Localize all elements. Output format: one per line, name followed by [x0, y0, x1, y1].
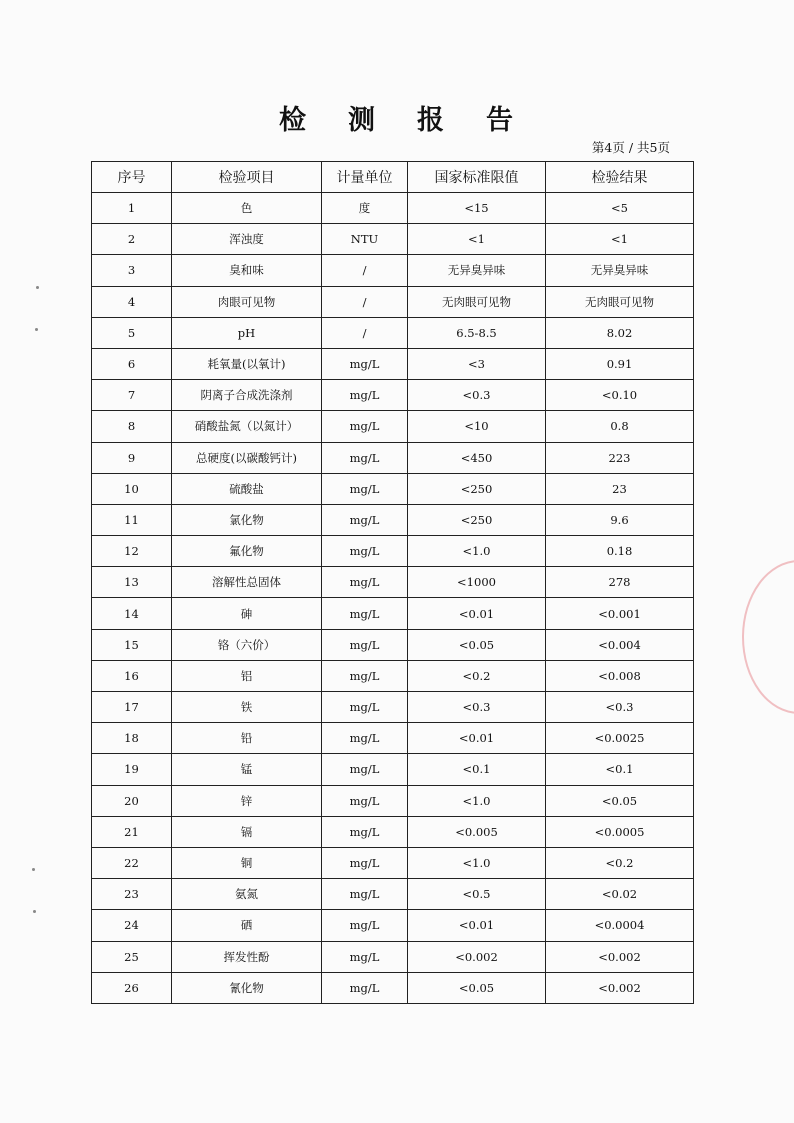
cell-result: <0.3: [546, 692, 694, 723]
cell-no: 12: [92, 536, 172, 567]
cell-result: <0.02: [546, 879, 694, 910]
table-row: [92, 193, 694, 224]
table-row: [92, 692, 694, 723]
title-char: 测: [348, 105, 377, 136]
cell-item: 铅: [172, 723, 322, 754]
cell-result: <5: [546, 193, 694, 224]
cell-result: <0.002: [546, 941, 694, 972]
cell-unit: mg/L: [322, 785, 408, 816]
table-row: [92, 411, 694, 442]
cell-result: 8.02: [546, 317, 694, 348]
cell-unit: 度: [322, 193, 408, 224]
cell-result: 无异臭异味: [546, 255, 694, 286]
cell-unit: mg/L: [322, 692, 408, 723]
cell-no: 24: [92, 910, 172, 941]
cell-item: 浑浊度: [172, 224, 322, 255]
cell-unit: mg/L: [322, 660, 408, 691]
table-row: [92, 317, 694, 348]
header-item: 检验项目: [172, 162, 322, 193]
table-row: [92, 442, 694, 473]
cell-result: <1: [546, 224, 694, 255]
cell-limit: <0.005: [408, 816, 546, 847]
header-no: 序号: [92, 162, 172, 193]
cell-result: 23: [546, 473, 694, 504]
cell-item: 挥发性酚: [172, 941, 322, 972]
table-row: [92, 224, 694, 255]
table-row: [92, 660, 694, 691]
cell-limit: <0.05: [408, 972, 546, 1003]
cell-limit: <1.0: [408, 785, 546, 816]
cell-no: 25: [92, 941, 172, 972]
title-char: 报: [417, 105, 446, 136]
cell-result: <0.002: [546, 972, 694, 1003]
cell-unit: mg/L: [322, 941, 408, 972]
table-row: [92, 847, 694, 878]
cell-limit: <0.01: [408, 598, 546, 629]
cell-unit: mg/L: [322, 380, 408, 411]
cell-limit: <0.3: [408, 380, 546, 411]
header-unit: 计量单位: [322, 162, 408, 193]
cell-no: 23: [92, 879, 172, 910]
cell-item: 氟化物: [172, 536, 322, 567]
table-row: [92, 536, 694, 567]
cell-unit: mg/L: [322, 442, 408, 473]
cell-limit: 无异臭异味: [408, 255, 546, 286]
cell-unit: mg/L: [322, 536, 408, 567]
cell-no: 8: [92, 411, 172, 442]
cell-unit: mg/L: [322, 348, 408, 379]
cell-unit: mg/L: [322, 879, 408, 910]
cell-result: <0.004: [546, 629, 694, 660]
cell-result: <0.0004: [546, 910, 694, 941]
cell-item: 溶解性总固体: [172, 567, 322, 598]
table-row: [92, 473, 694, 504]
cell-item: 肉眼可见物: [172, 286, 322, 317]
title-char: 检: [279, 105, 308, 136]
cell-result: 无肉眼可见物: [546, 286, 694, 317]
cell-result: 278: [546, 567, 694, 598]
table-row: [92, 380, 694, 411]
cell-no: 14: [92, 598, 172, 629]
cell-result: 0.8: [546, 411, 694, 442]
cell-no: 1: [92, 193, 172, 224]
cell-no: 2: [92, 224, 172, 255]
header-result: 检验结果: [546, 162, 694, 193]
cell-unit: mg/L: [322, 910, 408, 941]
cell-limit: <3: [408, 348, 546, 379]
cell-limit: <0.01: [408, 910, 546, 941]
cell-item: 硫酸盐: [172, 473, 322, 504]
cell-unit: mg/L: [322, 473, 408, 504]
table-row: [92, 598, 694, 629]
cell-no: 16: [92, 660, 172, 691]
cell-limit: <0.002: [408, 941, 546, 972]
cell-no: 3: [92, 255, 172, 286]
cell-no: 5: [92, 317, 172, 348]
cell-item: 砷: [172, 598, 322, 629]
table-row: [92, 504, 694, 535]
cell-unit: mg/L: [322, 816, 408, 847]
table-row: [92, 629, 694, 660]
cell-item: 铁: [172, 692, 322, 723]
table-row: [92, 879, 694, 910]
cell-unit: /: [322, 255, 408, 286]
cell-unit: /: [322, 317, 408, 348]
cell-limit: <0.01: [408, 723, 546, 754]
cell-item: 铝: [172, 660, 322, 691]
cell-result: 0.18: [546, 536, 694, 567]
cell-item: pH: [172, 317, 322, 348]
cell-item: 锰: [172, 754, 322, 785]
cell-limit: <1.0: [408, 847, 546, 878]
table-row: [92, 255, 694, 286]
cell-unit: mg/L: [322, 629, 408, 660]
cell-limit: <250: [408, 473, 546, 504]
cell-limit: 无肉眼可见物: [408, 286, 546, 317]
cell-result: <0.0005: [546, 816, 694, 847]
cell-limit: <0.2: [408, 660, 546, 691]
cell-limit: <10: [408, 411, 546, 442]
cell-result: <0.10: [546, 380, 694, 411]
cell-no: 6: [92, 348, 172, 379]
table-row: [92, 941, 694, 972]
cell-result: <0.001: [546, 598, 694, 629]
cell-no: 13: [92, 567, 172, 598]
cell-unit: mg/L: [322, 754, 408, 785]
cell-unit: mg/L: [322, 972, 408, 1003]
cell-item: 铜: [172, 847, 322, 878]
cell-no: 15: [92, 629, 172, 660]
table-row: [92, 286, 694, 317]
cell-item: 氰化物: [172, 972, 322, 1003]
cell-no: 17: [92, 692, 172, 723]
cell-result: 0.91: [546, 348, 694, 379]
cell-no: 7: [92, 380, 172, 411]
table-row: [92, 785, 694, 816]
table-row: [92, 910, 694, 941]
table-row: [92, 754, 694, 785]
cell-limit: <450: [408, 442, 546, 473]
page-number: 第4页 / 共5页: [591, 140, 670, 155]
cell-item: 总硬度(以碳酸钙计): [172, 442, 322, 473]
cell-limit: <0.5: [408, 879, 546, 910]
cell-limit: <0.1: [408, 754, 546, 785]
page-title: [0, 98, 794, 137]
table-body: [92, 193, 694, 1004]
cell-no: 26: [92, 972, 172, 1003]
cell-limit: <1: [408, 224, 546, 255]
table-row: [92, 567, 694, 598]
table-row: [92, 348, 694, 379]
cell-unit: /: [322, 286, 408, 317]
cell-no: 19: [92, 754, 172, 785]
cell-unit: NTU: [322, 224, 408, 255]
cell-limit: <1000: [408, 567, 546, 598]
cell-result: <0.05: [546, 785, 694, 816]
cell-item: 硝酸盐氮（以氮计）: [172, 411, 322, 442]
cell-no: 9: [92, 442, 172, 473]
cell-item: 锌: [172, 785, 322, 816]
cell-limit: 6.5-8.5: [408, 317, 546, 348]
cell-no: 18: [92, 723, 172, 754]
cell-no: 11: [92, 504, 172, 535]
scan-speck: [36, 286, 39, 289]
cell-unit: mg/L: [322, 598, 408, 629]
cell-result: <0.1: [546, 754, 694, 785]
cell-no: 10: [92, 473, 172, 504]
cell-limit: <250: [408, 504, 546, 535]
cell-unit: mg/L: [322, 411, 408, 442]
header-limit: 国家标准限值: [408, 162, 546, 193]
red-stamp: [742, 560, 794, 714]
cell-limit: <0.05: [408, 629, 546, 660]
cell-no: 22: [92, 847, 172, 878]
cell-item: 耗氧量(以氧计): [172, 348, 322, 379]
cell-item: 铬（六价）: [172, 629, 322, 660]
cell-result: 9.6: [546, 504, 694, 535]
table-row: [92, 816, 694, 847]
cell-unit: mg/L: [322, 567, 408, 598]
cell-limit: <1.0: [408, 536, 546, 567]
cell-item: 硒: [172, 910, 322, 941]
cell-item: 阴离子合成洗涤剂: [172, 380, 322, 411]
cell-item: 氯化物: [172, 504, 322, 535]
cell-no: 20: [92, 785, 172, 816]
cell-unit: mg/L: [322, 504, 408, 535]
table-row: [92, 972, 694, 1003]
cell-result: 223: [546, 442, 694, 473]
cell-item: 镉: [172, 816, 322, 847]
cell-item: 色: [172, 193, 322, 224]
scan-speck: [33, 910, 36, 913]
table-row: [92, 723, 694, 754]
cell-no: 21: [92, 816, 172, 847]
cell-result: <0.2: [546, 847, 694, 878]
title-char: 告: [486, 105, 515, 136]
table-header-row: [92, 162, 694, 193]
cell-unit: mg/L: [322, 847, 408, 878]
scan-speck: [35, 328, 38, 331]
cell-limit: <15: [408, 193, 546, 224]
cell-unit: mg/L: [322, 723, 408, 754]
cell-no: 4: [92, 286, 172, 317]
cell-result: <0.0025: [546, 723, 694, 754]
scan-speck: [32, 868, 35, 871]
cell-result: <0.008: [546, 660, 694, 691]
cell-limit: <0.3: [408, 692, 546, 723]
cell-item: 臭和味: [172, 255, 322, 286]
test-results-table: [91, 161, 694, 1004]
cell-item: 氨氮: [172, 879, 322, 910]
